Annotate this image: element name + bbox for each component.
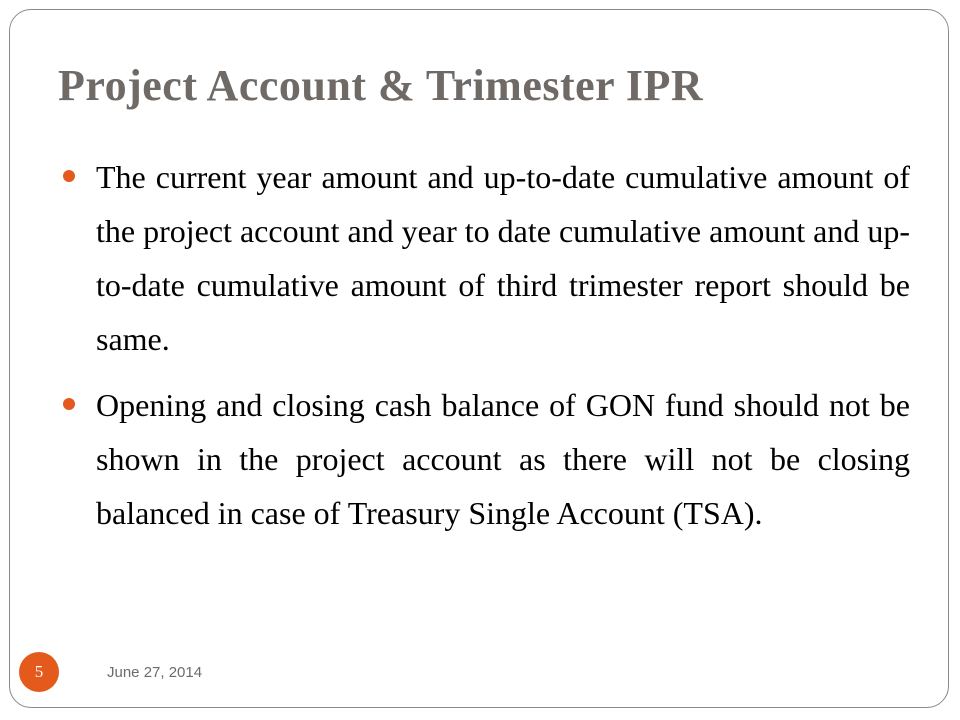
page-number-badge: 5 [19,652,59,692]
slide-title: Project Account & Trimester IPR [58,61,704,110]
bullet-text: Opening and closing cash balance of GON fund should not be shown in the project account as there will not be closing balanced in case of Treasury Single Account (TSA). [96,387,910,531]
bullet-dot-icon [63,170,75,182]
bullet-dot-icon [63,398,75,410]
bullet-text: The current year amount and up-to-date cumulative amount of the project account and year to date cumulative amount and up-to-date cumulative amount of third trimester report should be same. [96,159,910,357]
bullet-list [96,150,910,552]
bullet-item [96,150,910,366]
footer-date: June 27, 2014 [107,664,203,681]
bullet-item [96,378,910,540]
